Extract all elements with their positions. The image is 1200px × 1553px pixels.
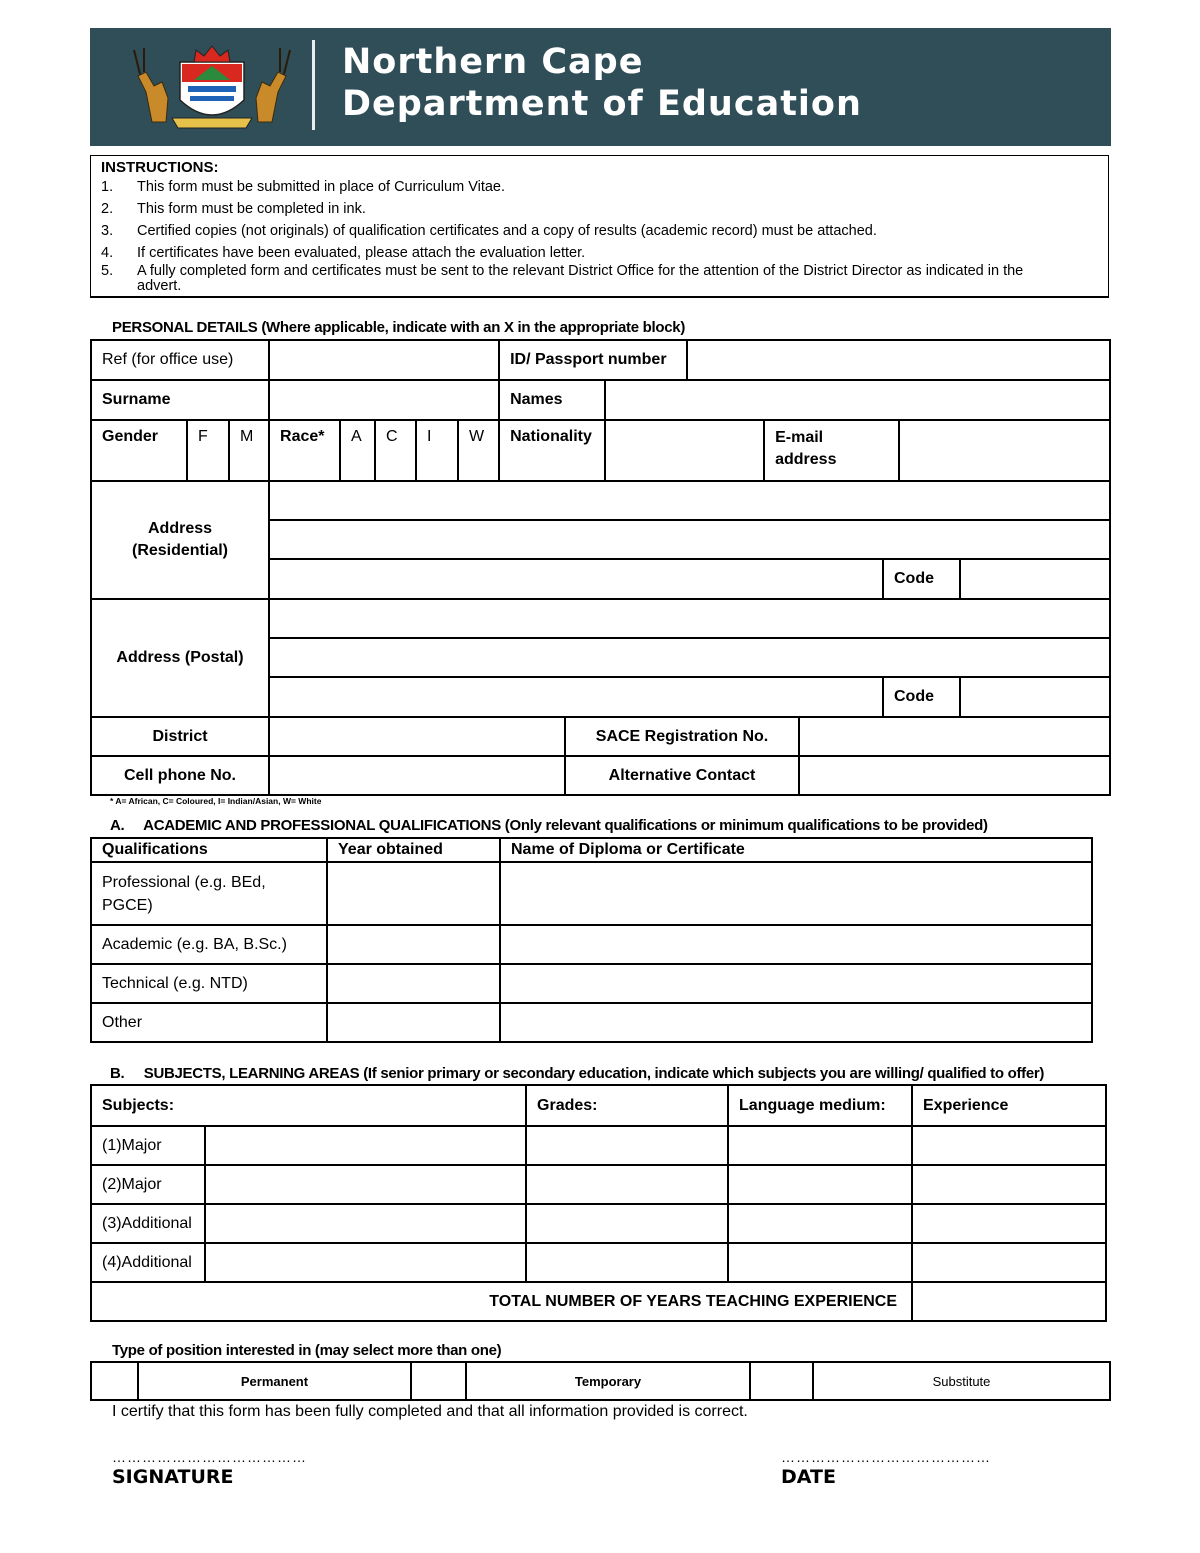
residential-address-label (91, 481, 269, 599)
instruction-text: This form must be completed in ink. (137, 201, 366, 217)
grades-field-additional3[interactable] (526, 1204, 728, 1243)
instruction-text: Certified copies (not originals) of qualification certificates and a copy of results (academic record) must be attached. (137, 223, 877, 239)
subject-label-additional3: (3)Additional (91, 1204, 205, 1243)
diploma-field-technical[interactable] (500, 964, 1092, 1003)
instruction-text: This form must be submitted in place of Curriculum Vitae. (137, 179, 506, 195)
coat-of-arms-icon (132, 42, 292, 132)
signature-line[interactable]: ………………………………… (112, 1449, 307, 1465)
postal-address-line3[interactable] (269, 677, 883, 717)
race-label: Race* (269, 420, 340, 481)
banner-divider (312, 40, 315, 130)
grades-field-major1[interactable] (526, 1126, 728, 1165)
grades-field-major2[interactable] (526, 1165, 728, 1204)
language-field-additional4[interactable] (728, 1243, 912, 1282)
race-i-box[interactable]: I (416, 420, 458, 481)
cell-phone-field[interactable] (269, 756, 565, 795)
residential-code-label: Code (883, 559, 960, 599)
instruction-item (101, 179, 505, 195)
diploma-name-header: Name of Diploma or Certificate (500, 838, 1092, 862)
qualification-label-academic: Academic (e.g. BA, B.Sc.) (91, 925, 327, 964)
qualifications-header: Qualifications (91, 838, 327, 862)
year-field-professional[interactable] (327, 862, 500, 925)
subject-label-major2: (2)Major (91, 1165, 205, 1204)
district-label: District (91, 717, 269, 756)
qualification-label-other: Other (91, 1003, 327, 1042)
surname-label: Surname (91, 380, 269, 420)
diploma-field-academic[interactable] (500, 925, 1092, 964)
nationality-field[interactable] (605, 420, 764, 481)
language-field-major1[interactable] (728, 1126, 912, 1165)
subjects-title: B. SUBJECTS, LEARNING AREAS (If senior primary or secondary education, indicate which subjects you are willing/ qualified to offer) (110, 1065, 1045, 1082)
qualification-label-line2: PGCE) (102, 896, 153, 914)
race-a-box[interactable]: A (340, 420, 375, 481)
email-label-line2: address (775, 451, 837, 468)
year-field-technical[interactable] (327, 964, 500, 1003)
instructions-box (90, 155, 1109, 298)
names-field[interactable] (605, 380, 1110, 420)
qualifications-table (90, 837, 1093, 1043)
subject-field-additional4[interactable] (205, 1243, 526, 1282)
signature-label: SIGNATURE (112, 1466, 234, 1488)
gender-female-box[interactable]: F (187, 420, 229, 481)
banner-title-line1: Northern Cape (342, 42, 644, 82)
instruction-number: 5. (101, 263, 114, 279)
qualifications-title: A. ACADEMIC AND PROFESSIONAL QUALIFICATIONS (Only relevant qualifications or minimum qualifications to be provided) (110, 817, 988, 834)
total-experience-field[interactable] (912, 1282, 1106, 1321)
sace-field[interactable] (799, 717, 1110, 756)
postal-address-line1[interactable] (269, 599, 1110, 638)
id-passport-field[interactable] (687, 340, 1110, 380)
postal-address-label: Address (Postal) (91, 599, 269, 717)
instruction-number: 4. (101, 245, 114, 261)
language-field-major2[interactable] (728, 1165, 912, 1204)
alternative-contact-label: Alternative Contact (565, 756, 799, 795)
instruction-item (101, 223, 877, 239)
names-label: Names (499, 380, 605, 420)
ref-field[interactable] (269, 340, 499, 380)
grades-header: Grades: (526, 1085, 728, 1126)
instruction-number: 2. (101, 201, 114, 217)
instructions-heading: INSTRUCTIONS: (101, 159, 219, 176)
personal-details-title: PERSONAL DETAILS (Where applicable, indicate with an X in the appropriate block) (112, 319, 686, 336)
position-type-title: Type of position interested in (may select more than one) (112, 1342, 502, 1359)
residential-address-line3[interactable] (269, 559, 883, 599)
instruction-number: 1. (101, 179, 114, 195)
subject-field-major2[interactable] (205, 1165, 526, 1204)
position-type-table (90, 1361, 1111, 1401)
instruction-item (101, 263, 1023, 279)
email-field[interactable] (899, 420, 1110, 481)
qualification-label-technical: Technical (e.g. NTD) (91, 964, 327, 1003)
language-field-additional3[interactable] (728, 1204, 912, 1243)
substitute-label: Substitute (813, 1362, 1110, 1400)
race-w-box[interactable]: W (458, 420, 499, 481)
district-field[interactable] (269, 717, 565, 756)
header-banner (90, 28, 1111, 146)
gender-label: Gender (91, 420, 187, 481)
surname-field[interactable] (269, 380, 499, 420)
grades-field-additional4[interactable] (526, 1243, 728, 1282)
permanent-label: Permanent (138, 1362, 411, 1400)
email-label-line1: E-mail (775, 429, 824, 446)
instruction-text: If certificates have been evaluated, please attach the evaluation letter. (137, 245, 586, 261)
year-field-other[interactable] (327, 1003, 500, 1042)
subjects-table (90, 1084, 1107, 1322)
race-footnote: * A= African, C= Coloured, I= Indian/Asian, W= White (110, 796, 322, 806)
year-field-academic[interactable] (327, 925, 500, 964)
total-experience-label: TOTAL NUMBER OF YEARS TEACHING EXPERIENCE (91, 1282, 912, 1321)
residential-address-label-line1: Address (147, 520, 213, 537)
residential-address-label-line2: (Residential) (131, 542, 228, 559)
gender-male-box[interactable]: M (229, 420, 269, 481)
postal-code-field[interactable] (960, 677, 1110, 717)
experience-field-additional3[interactable] (912, 1204, 1106, 1243)
date-line[interactable]: …………………………………… (781, 1449, 991, 1465)
banner-title-line2: Department of Education (342, 84, 862, 124)
experience-field-major1[interactable] (912, 1126, 1106, 1165)
address-table (90, 480, 1111, 718)
date-label: DATE (781, 1466, 836, 1488)
subject-field-major1[interactable] (205, 1126, 526, 1165)
race-c-box[interactable]: C (375, 420, 416, 481)
residential-address-line2[interactable] (269, 520, 1110, 559)
cell-phone-label: Cell phone No. (91, 756, 269, 795)
nationality-label: Nationality (499, 420, 605, 481)
ref-label: Ref (for office use) (91, 340, 269, 380)
residential-code-field[interactable] (960, 559, 1110, 599)
temporary-label: Temporary (466, 1362, 750, 1400)
experience-header: Experience (912, 1085, 1106, 1126)
language-medium-header: Language medium: (728, 1085, 912, 1126)
subject-field-additional3[interactable] (205, 1204, 526, 1243)
certification-statement: I certify that this form has been fully completed and that all information provided is correct. (112, 1403, 748, 1420)
qualification-label-professional (91, 862, 327, 925)
instruction-text: A fully completed form and certificates must be sent to the relevant District Office for the attention of the District Director as indicated in the (137, 263, 1024, 279)
substitute-checkbox[interactable] (750, 1362, 813, 1400)
instruction-text-continued: advert. (137, 278, 182, 294)
experience-field-major2[interactable] (912, 1165, 1106, 1204)
diploma-field-other[interactable] (500, 1003, 1092, 1042)
subject-label-major1: (1)Major (91, 1126, 205, 1165)
instruction-number: 3. (101, 223, 114, 239)
permanent-checkbox[interactable] (91, 1362, 138, 1400)
diploma-field-professional[interactable] (500, 862, 1092, 925)
instruction-item (101, 245, 585, 261)
temporary-checkbox[interactable] (411, 1362, 466, 1400)
alternative-contact-field[interactable] (799, 756, 1110, 795)
year-obtained-header: Year obtained (327, 838, 500, 862)
personal-details-table (90, 339, 1111, 482)
qualification-label-line1: Professional (e.g. BEd, (102, 873, 266, 891)
postal-code-label: Code (883, 677, 960, 717)
experience-field-additional4[interactable] (912, 1243, 1106, 1282)
residential-address-line1[interactable] (269, 481, 1110, 520)
email-label (764, 420, 899, 481)
instruction-item (101, 201, 366, 217)
postal-address-line2[interactable] (269, 638, 1110, 677)
contact-table (90, 716, 1111, 796)
id-passport-label: ID/ Passport number (499, 340, 687, 380)
sace-label: SACE Registration No. (565, 717, 799, 756)
subjects-header: Subjects: (91, 1085, 526, 1126)
subject-label-additional4: (4)Additional (91, 1243, 205, 1282)
